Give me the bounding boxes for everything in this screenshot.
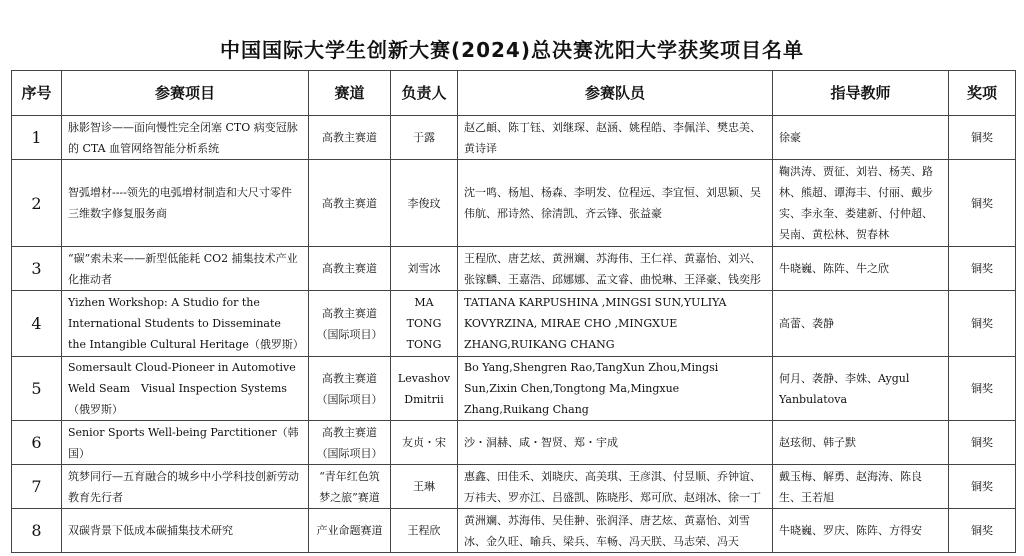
row-no: 1 [12, 116, 62, 160]
table-row [12, 247, 1016, 291]
row-no: 5 [12, 357, 62, 421]
row-project: 智弧增材----领先的电弧增材制造和大尺寸零件三维数字修复服务商 [62, 160, 309, 247]
row-leader: 李俊玟 [391, 160, 458, 247]
row-no: 4 [12, 291, 62, 357]
table-row [12, 465, 1016, 509]
table-row [12, 421, 1016, 465]
row-track: 高教主赛道（国际项目） [309, 357, 391, 421]
row-members: TATIANA KARPUSHINA ,MINGSI SUN,YULIYA KOVYRZINA, MIRAE CHO ,MINGXUE ZHANG,RUIKANG CHANG [458, 291, 773, 357]
row-advisors: 赵玹彻、韩子默 [773, 421, 949, 465]
row-leader: 友贞・宋 [391, 421, 458, 465]
award-table [11, 70, 1016, 553]
row-project: 筑梦同行—五育融合的城乡中小学科技创新劳动教育先行者 [62, 465, 309, 509]
table-row [12, 509, 1016, 553]
row-no: 8 [12, 509, 62, 553]
row-members: 赵乙頔、陈丁钰、刘继琛、赵涵、姚程皓、李佩洋、樊忠美、黄诗译 [458, 116, 773, 160]
row-members: 黄洲斓、苏海伟、吴佳翀、张润泽、唐艺炫、黄嘉怡、刘雪冰、金久旺、喻兵、梁兵、车畅、冯天朕、马志荣、冯天 [458, 509, 773, 553]
header-no: 序号 [12, 71, 62, 116]
row-project: Yizhen Workshop: A Studio for the International Students to Disseminate the Intangible Cultural Heritage（俄罗斯） [62, 291, 309, 357]
header-leader: 负责人 [391, 71, 458, 116]
header-advisors: 指导教师 [773, 71, 949, 116]
row-members: Bo Yang,Shengren Rao,TangXun Zhou,Mingsi Sun,Zixin Chen,Tongtong Ma,Mingxue Zhang,Ruikang Chang [458, 357, 773, 421]
row-members: 惠鑫、田佳禾、刘晓庆、高美琪、王彦淇、付昱顺、乔钟谊、万祎夫、罗亦江、吕盛凯、陈晓彤、郑可欣、赵翊冰、徐一丁 [458, 465, 773, 509]
row-award: 铜奖 [949, 160, 1016, 247]
row-members: 沙・洞赫、咸・智贤、郑・宇成 [458, 421, 773, 465]
row-project: Senior Sports Well-being Parctitioner（韩国） [62, 421, 309, 465]
row-project: “碳”索未来——新型低能耗 CO2 捕集技术产业化推动者 [62, 247, 309, 291]
row-advisors: 徐豪 [773, 116, 949, 160]
row-project: 脉影智诊——面向慢性完全闭塞 CTO 病变冠脉的 CTA 血管网络智能分析系统 [62, 116, 309, 160]
row-advisors: 何月、袭静、李姝、Aygul Yanbulatova [773, 357, 949, 421]
row-leader: 刘雪冰 [391, 247, 458, 291]
row-leader: MA TONG TONG [391, 291, 458, 357]
row-no: 6 [12, 421, 62, 465]
row-advisors: 牛晓巍、罗庆、陈阵、方得安 [773, 509, 949, 553]
row-award: 铜奖 [949, 509, 1016, 553]
row-no: 2 [12, 160, 62, 247]
row-award: 铜奖 [949, 291, 1016, 357]
row-award: 铜奖 [949, 116, 1016, 160]
row-advisors: 高蕾、袭静 [773, 291, 949, 357]
row-advisors: 戴玉梅、解勇、赵海涛、陈良生、王若旭 [773, 465, 949, 509]
row-track: 高教主赛道 [309, 160, 391, 247]
row-award: 铜奖 [949, 421, 1016, 465]
header-award: 奖项 [949, 71, 1016, 116]
row-leader: 王程欣 [391, 509, 458, 553]
table-row [12, 116, 1016, 160]
table-row [12, 291, 1016, 357]
table-header-row [12, 71, 1016, 116]
row-award: 铜奖 [949, 465, 1016, 509]
row-track: “青年红色筑梦之旅”赛道 [309, 465, 391, 509]
row-no: 7 [12, 465, 62, 509]
row-advisors: 牛晓巍、陈阵、牛之欣 [773, 247, 949, 291]
header-members: 参赛队员 [458, 71, 773, 116]
row-project: Somersault Cloud-Pioneer in Automotive Weld Seam Visual Inspection Systems（俄罗斯） [62, 357, 309, 421]
row-leader: 于露 [391, 116, 458, 160]
page-title: 中国国际大学生创新大赛(2024)总决赛沈阳大学获奖项目名单 [220, 38, 804, 62]
row-award: 铜奖 [949, 357, 1016, 421]
row-track: 产业命题赛道 [309, 509, 391, 553]
row-leader: Levashov Dmitrii [391, 357, 458, 421]
row-track: 高教主赛道 [309, 116, 391, 160]
row-track: 高教主赛道（国际项目） [309, 421, 391, 465]
header-project: 参赛项目 [62, 71, 309, 116]
row-members: 王程欣、唐艺炫、黄洲斓、苏海伟、王仁祥、黄嘉怡、刘兴、张镓麟、王嘉浩、邱娜娜、孟文睿、曲悦琳、王泽豪、钱奕彤 [458, 247, 773, 291]
header-track: 赛道 [309, 71, 391, 116]
row-track: 高教主赛道（国际项目） [309, 291, 391, 357]
row-project: 双碳背景下低成本碳捕集技术研究 [62, 509, 309, 553]
row-advisors: 鞠洪涛、贾征、刘岩、杨芙、路林、熊超、谭海丰、付丽、戴步实、李永奎、娄建新、付仲超、吴南、黄松林、贺春林 [773, 160, 949, 247]
table-row [12, 357, 1016, 421]
row-members: 沈一鸣、杨旭、杨森、李明发、位程远、李宜恒、刘思颖、吴伟航、邢诗然、徐清凯、齐云锋、张益豪 [458, 160, 773, 247]
row-no: 3 [12, 247, 62, 291]
row-track: 高教主赛道 [309, 247, 391, 291]
table-row [12, 160, 1016, 247]
row-award: 铜奖 [949, 247, 1016, 291]
row-leader: 王琳 [391, 465, 458, 509]
